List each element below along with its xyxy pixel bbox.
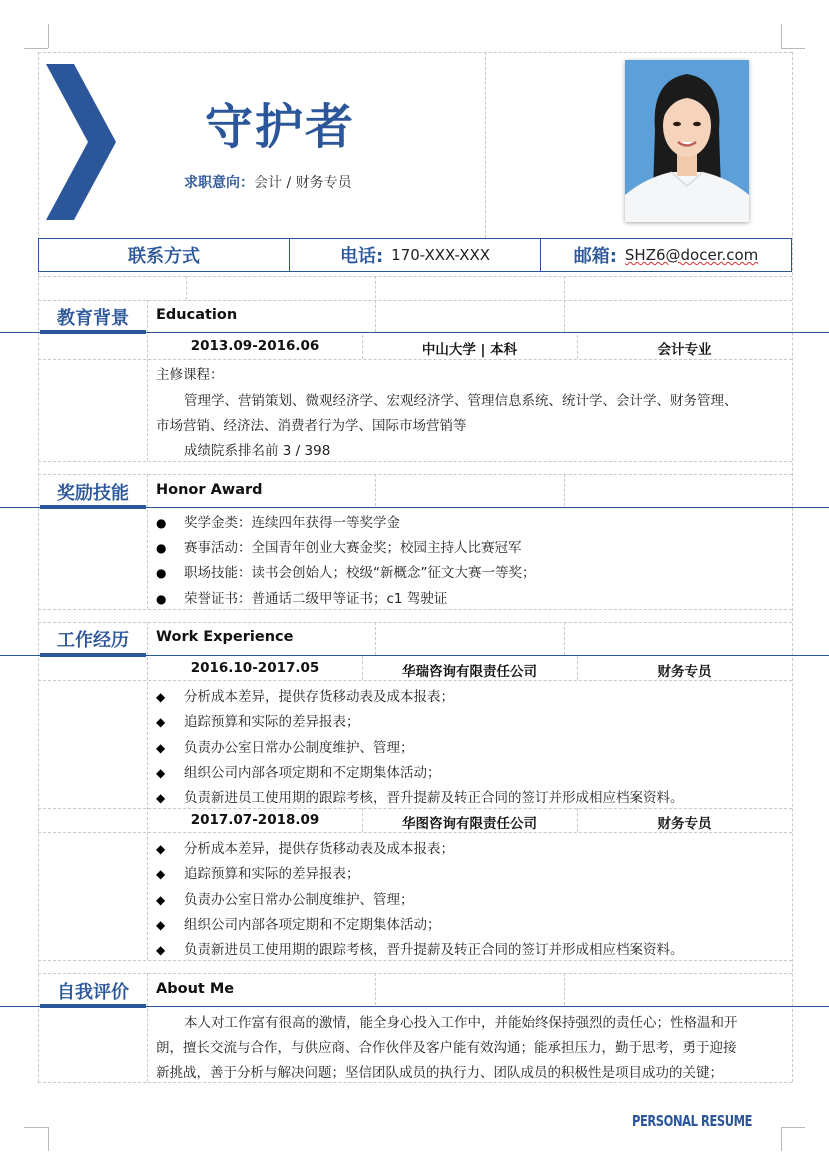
- candidate-name: 守护者: [205, 99, 356, 155]
- list-item: ◆ 分析成本差异，提供存货移动表及成本报表；: [156, 689, 454, 705]
- education-school: 中山大学 | 本科: [421, 342, 518, 358]
- list-item: ◆ 分析成本差异，提供存货移动表及成本报表；: [156, 841, 454, 857]
- bullet-circle-icon: ●: [156, 592, 167, 606]
- list-item: ● 职场技能：读书会创始人；校级“新概念”征文大赛一等奖；: [156, 565, 536, 581]
- chevron-logo-icon: [46, 64, 118, 220]
- list-item: ◆ 负责办公室日常办公制度维护、管理；: [156, 892, 414, 908]
- section-title-work: 工作经历: [57, 630, 129, 651]
- education-row: [148, 338, 792, 358]
- list-item: ◆ 追踪预算和实际的差异报表；: [156, 866, 360, 882]
- section-subtitle-about: About Me: [156, 981, 235, 997]
- education-major: 会计专业: [657, 342, 712, 358]
- crop-mark: [24, 1127, 48, 1128]
- email-value[interactable]: SHZ6@docer.com: [624, 246, 759, 264]
- section-divider: [0, 655, 829, 656]
- crop-mark: [24, 48, 48, 49]
- footer-brand: PERSONAL RESUME: [632, 1112, 752, 1130]
- section-divider: [0, 507, 829, 508]
- bullet-diamond-icon: ◆: [156, 791, 166, 805]
- crop-mark: [781, 1127, 782, 1151]
- job-role: 财务专员: [657, 816, 712, 832]
- crop-mark: [781, 1127, 805, 1128]
- section-title-about: 自我评价: [57, 982, 129, 1003]
- bullet-circle-icon: ●: [156, 566, 167, 580]
- section-subtitle-education: Education: [156, 307, 238, 323]
- bullet-diamond-icon: ◆: [156, 715, 166, 729]
- bullet-diamond-icon: ◆: [156, 918, 166, 932]
- job-company: 华瑞咨询有限责任公司: [402, 664, 537, 680]
- bullet-diamond-icon: ◆: [156, 842, 166, 856]
- profile-photo-image: [625, 60, 749, 222]
- job-company: 华图咨询有限责任公司: [402, 816, 537, 832]
- list-item: ● 奖学金类：连续四年获得一等奖学金: [156, 515, 400, 531]
- job-row: [148, 812, 792, 832]
- bullet-circle-icon: ●: [156, 541, 167, 555]
- section-title-honors: 奖励技能: [57, 483, 129, 504]
- profile-photo: [625, 60, 749, 222]
- phone-label: 电话:: [339, 246, 384, 267]
- bullet-diamond-icon: ◆: [156, 741, 166, 755]
- job-intent: [184, 172, 352, 192]
- job-period: 2016.10-2017.05: [190, 660, 320, 676]
- about-text-line: 朗，擅长交流与合作，与供应商、合作伙伴及客户能有效沟通；能承担压力，勤于思考，勇于迎接: [156, 1040, 737, 1056]
- phone-cell: [290, 239, 541, 271]
- section-title-education: 教育背景: [57, 308, 129, 329]
- bullet-diamond-icon: ◆: [156, 893, 166, 907]
- bullet-circle-icon: ●: [156, 516, 167, 530]
- bullet-diamond-icon: ◆: [156, 690, 166, 704]
- email-label: 邮箱:: [573, 246, 617, 267]
- list-item: ◆ 负责新进员工使用期的跟踪考核，晋升提薪及转正合同的签订并形成相应档案资料。: [156, 942, 684, 958]
- contact-title-cell: [39, 239, 290, 271]
- list-item: ◆ 负责新进员工使用期的跟踪考核，晋升提薪及转正合同的签订并形成相应档案资料。: [156, 790, 684, 806]
- job-intent-value: 会计 / 财务专员: [254, 175, 352, 191]
- phone-value[interactable]: 170-XXX-XXX: [391, 246, 491, 264]
- section-divider: [0, 332, 829, 333]
- job-intent-label: 求职意向：: [184, 175, 254, 191]
- courses-label: 主修课程：: [156, 367, 224, 383]
- section-subtitle-honors: Honor Award: [156, 482, 263, 498]
- list-item: ◆ 组织公司内部各项定期和不定期集体活动；: [156, 765, 441, 781]
- section-divider: [0, 1006, 829, 1007]
- bullet-diamond-icon: ◆: [156, 766, 166, 780]
- email-cell: [541, 239, 791, 271]
- job-row: [148, 660, 792, 680]
- about-text-line: 新挑战，善于分析与解决问题；坚信团队成员的执行力、团队成员的积极性是项目成功的关键；: [156, 1065, 723, 1081]
- courses-line: 管理学、营销策划、微观经济学、宏观经济学、管理信息系统、统计学、会计学、财务管理、: [184, 393, 738, 409]
- job-role: 财务专员: [657, 664, 712, 680]
- education-period: 2013.09-2016.06: [190, 338, 320, 354]
- contact-bar: [38, 238, 792, 272]
- crop-mark: [48, 1127, 49, 1151]
- courses-line: 市场营销、经济法、消费者行为学、国际市场营销等: [156, 418, 467, 434]
- list-item: ◆ 追踪预算和实际的差异报表；: [156, 714, 360, 730]
- list-item: ● 赛事活动：全国青年创业大赛金奖；校园主持人比赛冠军: [156, 540, 522, 556]
- list-item: ◆ 负责办公室日常办公制度维护、管理；: [156, 740, 414, 756]
- job-period: 2017.07-2018.09: [190, 812, 320, 828]
- list-item: ◆ 组织公司内部各项定期和不定期集体活动；: [156, 917, 441, 933]
- bullet-diamond-icon: ◆: [156, 943, 166, 957]
- section-subtitle-work: Work Experience: [156, 629, 294, 645]
- crop-mark: [48, 24, 49, 48]
- crop-mark: [781, 48, 805, 49]
- about-text-line: 本人对工作富有很高的激情，能全身心投入工作中，并能始终保持强烈的责任心；性格温和开: [184, 1015, 738, 1031]
- contact-title: 联系方式: [128, 246, 200, 267]
- ranking-text: 成绩院系排名前 3 / 398: [184, 443, 331, 459]
- crop-mark: [781, 24, 782, 48]
- bullet-diamond-icon: ◆: [156, 867, 166, 881]
- list-item: ● 荣誉证书：普通话二级甲等证书；c1 驾驶证: [156, 591, 448, 607]
